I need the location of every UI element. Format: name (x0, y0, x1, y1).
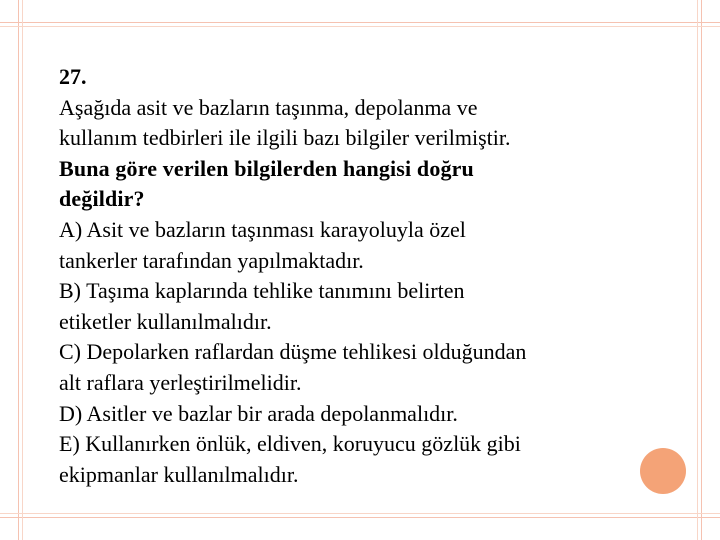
question-block (59, 62, 674, 490)
option-e-line-1: E) Kullanırken önlük, eldiven, koruyucu gözlük gibi (59, 431, 521, 457)
option-b-line-2: etiketler kullanılmalıdır. (59, 308, 272, 334)
border-bottom (0, 517, 720, 518)
border-right-inner (697, 0, 698, 540)
decorative-circle (640, 448, 686, 494)
option-d-line-1: D) Asitler ve bazlar bir arada depolanmalıdır. (59, 400, 458, 426)
border-left (18, 0, 19, 540)
question-prompt-line-2: değildir? (59, 186, 145, 212)
border-top (0, 22, 720, 23)
option-b-line-1: B) Taşıma kaplarında tehlike tanımını belirten (59, 278, 465, 304)
border-bottom-inner (0, 513, 720, 514)
question-prompt-line-1: Buna göre verilen bilgilerden hangisi doğru (59, 155, 474, 181)
question-intro-line-2: kullanım tedbirleri ile ilgili bazı bilgiler verilmiştir. (59, 125, 511, 151)
border-right (701, 0, 702, 540)
option-a-line-2: tankerler tarafından yapılmaktadır. (59, 247, 364, 273)
option-a-line-1: A) Asit ve bazların taşınması karayoluyla özel (59, 216, 466, 242)
option-e-line-2: ekipmanlar kullanılmalıdır. (59, 461, 299, 487)
option-c-line-2: alt raflara yerleştirilmelidir. (59, 369, 302, 395)
option-c-line-1: C) Depolarken raflardan düşme tehlikesi olduğundan (59, 339, 527, 365)
question-number: 27. (59, 64, 87, 89)
border-left-inner (22, 0, 23, 540)
question-intro-line-1: Aşağıda asit ve bazların taşınma, depolanma ve (59, 94, 478, 120)
border-top-inner (0, 26, 720, 27)
